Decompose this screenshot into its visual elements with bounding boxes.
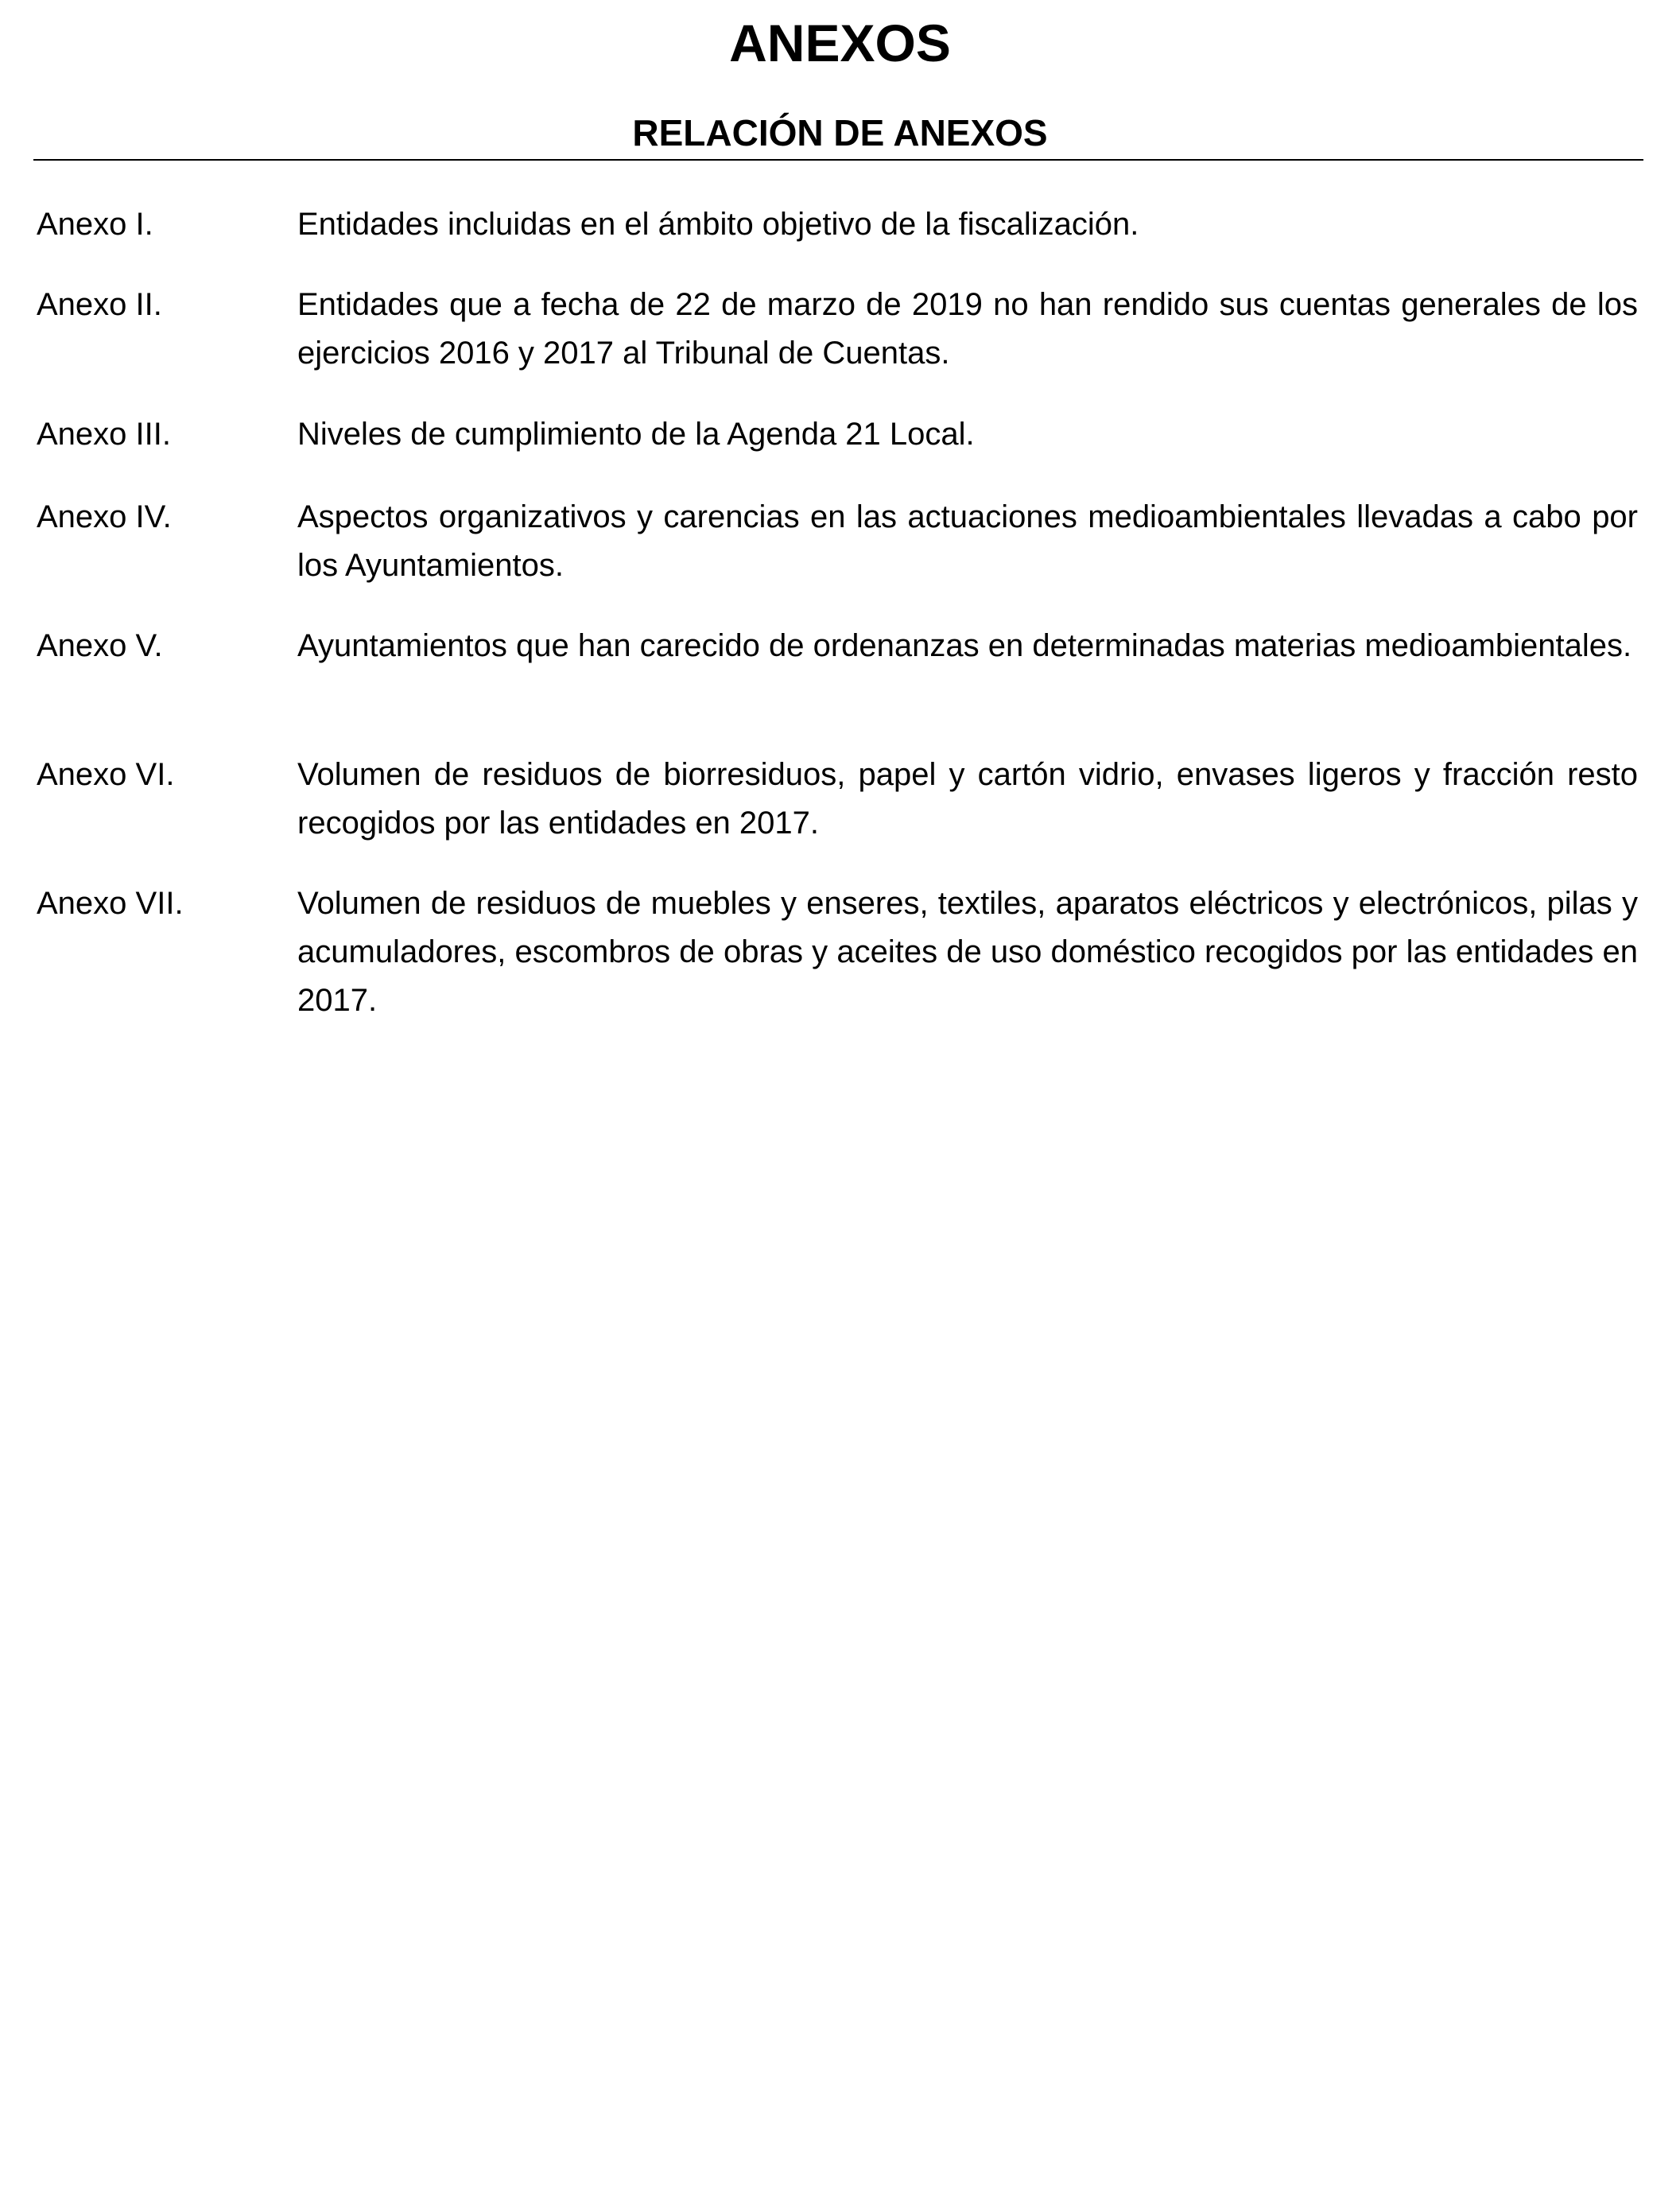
annex-label: Anexo IV. <box>37 499 172 534</box>
annex-description: Entidades incluidas en el ámbito objetivo de la fiscalización. <box>297 207 1139 242</box>
annex-description: Volumen de residuos de muebles y enseres, textiles, aparatos eléctricos y electrónicos, pilas y acumuladores, escombros de obras y aceites de uso doméstico recogidos por las entidades en 2017. <box>297 886 1638 1018</box>
annex-label: Anexo III. <box>37 417 171 452</box>
annex-description: Ayuntamientos que han carecido de ordenanzas en determinadas materias medioambientales. <box>297 628 1632 663</box>
annex-label: Anexo II. <box>37 287 162 322</box>
annex-label: Anexo VII. <box>37 886 184 921</box>
annex-description: Aspectos organizativos y carencias en las actuaciones medioambientales llevadas a cabo por los Ayuntamientos. <box>297 499 1638 583</box>
page-title: ANEXOS <box>729 14 951 72</box>
annex-description: Entidades que a fecha de 22 de marzo de 2019 no han rendido sus cuentas generales de los ejercicios 2016 y 2017 al Tribunal de Cuentas. <box>297 287 1638 371</box>
annex-label: Anexo VI. <box>37 757 175 792</box>
annex-label: Anexo V. <box>37 628 163 663</box>
annex-description: Volumen de residuos de biorresiduos, papel y cartón vidrio, envases ligeros y fracción resto recogidos por las entidades en 2017. <box>297 757 1638 841</box>
title-divider <box>33 159 1643 161</box>
section-subtitle: RELACIÓN DE ANEXOS <box>632 112 1048 153</box>
annex-description: Niveles de cumplimiento de la Agenda 21 Local. <box>297 417 975 452</box>
annex-label: Anexo I. <box>37 207 153 242</box>
